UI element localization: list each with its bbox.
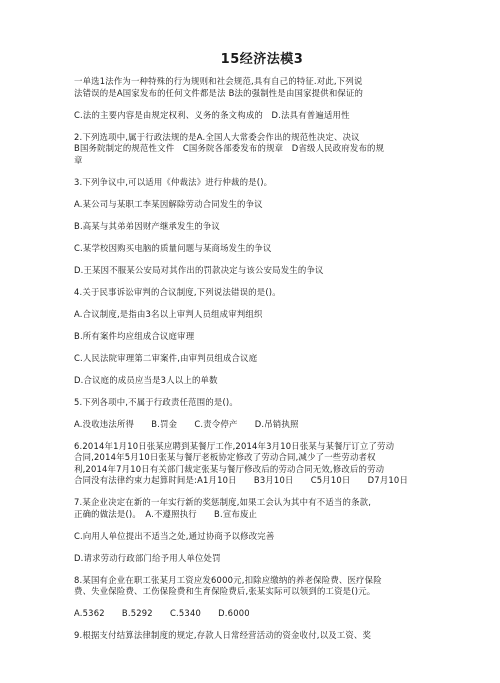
text-line: C.人民法院审理第二审案件,由审判员组成合议庭 xyxy=(74,352,258,363)
text-line: 4.关于民事诉讼审判的合议制度,下列说法错误的是()。 xyxy=(74,286,281,297)
text-line: 合同没有法律约束力起算时间是:A1月10日 B3月10日 C5月10日 D7月10日 xyxy=(74,475,409,486)
text-line: C.向用人单位提出不适当之处,通过协商予以修改完善 xyxy=(74,530,275,541)
text-line: D.王某因不服某公安局对其作出的罚款决定与该公安局发生的争议 xyxy=(74,264,324,275)
text-line: A.5362 B.5292 C.5340 D.6000 xyxy=(74,608,250,619)
text-line: 8.某国有企业在职工张某月工资应发6000元,扣除应缴纳的养老保险费、医疗保险 xyxy=(74,574,382,585)
text-line: 章 xyxy=(74,154,83,165)
text-line: 7.某企业决定在新的一年实行新的奖惩制度,如果工会认为其中有不适当的条款, xyxy=(74,497,372,508)
text-line: 法错误的是A国家发布的任何文件都是法 B法的强制性是由国家提供和保证的 xyxy=(74,87,364,98)
text-line: 5.下列各项中,不属于行政责任范围的是()。 xyxy=(74,396,238,407)
text-line: 2.下列选项中,属于行政法规的是A.全国人大常委会作出的规范性决定、决议 xyxy=(74,131,360,142)
text-line: D.请求劳动行政部门给予用人单位处罚 xyxy=(74,552,221,563)
text-line: A.合议制度,是指由3名以上审判人员组成审判组织 xyxy=(74,308,263,319)
text-line: 3.下列争议中,可以适用《仲裁法》进行仲裁的是()。 xyxy=(74,176,273,187)
text-line: D.合议庭的成员应当是3人以上的单数 xyxy=(74,374,218,385)
text-line: 利,2014年7月10日有关部门裁定张某与餐厅修改后的劳动合同无效,修改后的劳动 xyxy=(74,463,385,474)
text-line: C.某学校因购买电脑的质量问题与某商场发生的争议 xyxy=(74,242,272,253)
text-line: C.法的主要内容是由规定权利、义务的条文构成的 D.法具有普遍适用性 xyxy=(74,109,350,120)
page-title: 15经济法模3 xyxy=(220,52,304,67)
text-line: 一单选1法作为一种特殊的行为规则和社会规范,具有自己的特征.对此,下列说 xyxy=(74,76,363,86)
document-body xyxy=(74,76,450,642)
text-line: B国务院制定的规范性文件 C国务院各部委发布的规章 D省级人民政府发布的规 xyxy=(74,143,385,154)
text-line: 9.根据支付结算法律制度的规定,存款人日常经营活动的资金收付,以及工资、奖 xyxy=(74,630,372,641)
text-line: 费、失业保险费、工伤保险费和生育保险费后,张某实际可以领到的工资是()元。 xyxy=(74,586,376,597)
text-line: 6.2014年1月10日张某应聘到某餐厅工作,2014年3月10日张某与某餐厅订立了劳动 xyxy=(74,440,395,451)
text-line: B.所有案件均应组成合议庭审理 xyxy=(74,330,195,341)
text-line: A.某公司与某职工李某因解除劳动合同发生的争议 xyxy=(74,198,263,209)
text-line: B.高某与其弟弟因财产继承发生的争议 xyxy=(74,220,221,231)
text-line: 合同,2014年5月10日张某与餐厅老板协定修改了劳动合同,减少了一些劳动者权 xyxy=(74,452,376,463)
text-line: A.没收违法所得 B.罚金 C.责令停产 D.吊销执照 xyxy=(74,418,299,429)
text-line: 正确的做法是()。 A.不遵照执行 B.宣布废止 xyxy=(74,508,258,519)
